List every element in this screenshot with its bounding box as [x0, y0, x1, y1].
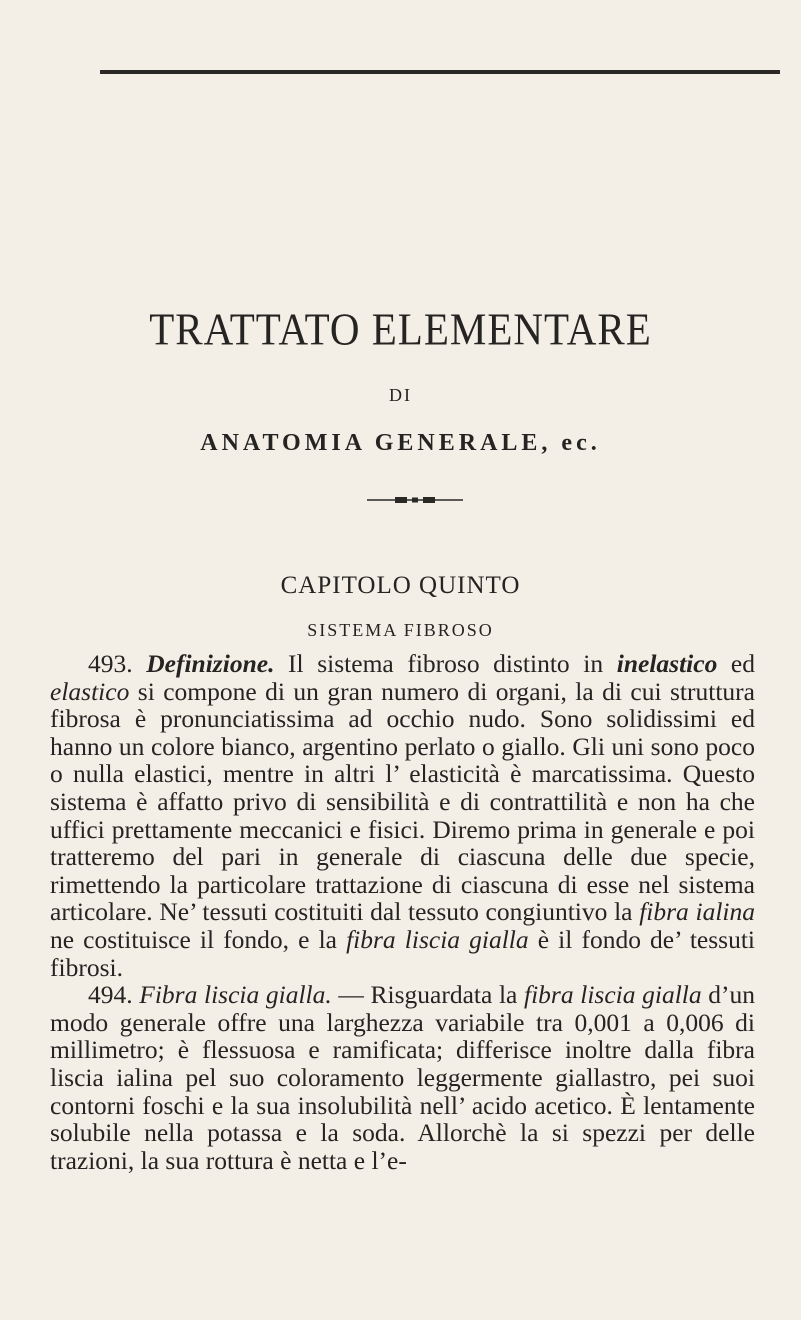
paragraph-number: 493.	[88, 649, 133, 678]
paragraph-text: ne costituisce il fondo, e la	[50, 924, 347, 954]
paragraph-heading: Definizione.	[146, 649, 275, 678]
section-title: SISTEMA FIBROSO	[307, 620, 494, 640]
paragraph-493	[50, 650, 755, 981]
emphasis-term: inelastico	[616, 649, 718, 678]
emphasis-term: fibra liscia gialla	[524, 980, 702, 1010]
paragraph-text: è il fondo de’ tessuti fibrosi.	[50, 924, 755, 982]
book-title: TRATTATO ELEMENTARE	[149, 303, 652, 355]
emphasis-term: elastico	[50, 676, 130, 706]
body-text	[50, 650, 755, 1174]
chapter-title: CAPITOLO QUINTO	[280, 572, 521, 599]
book-subtitle: ANATOMIA GENERALE, ec.	[200, 430, 601, 456]
paragraph-text: d’un modo generale offre una larghezza variabile tra 0,001 a 0,006 di millimetro; è flessuosa e ramificata; differisce inoltre dalla fibra liscia ialina pel suo coloramento leggermente giallastro, pei suoi contorni foschi e la sua insolubilità nell’ acido acetico. È lentamente solubile nella potassa e la soda. Allorchè la si spezzi per delle trazioni, la sua rottura è netta e l’e-	[50, 980, 756, 1175]
paragraph-heading: Fibra liscia gialla.	[139, 980, 332, 1010]
title-connector: DI	[389, 385, 412, 405]
emphasis-term: fibra liscia gialla	[346, 924, 529, 954]
paragraph-494	[50, 981, 755, 1174]
paragraph-number: 494.	[88, 980, 133, 1010]
paragraph-text: si compone di un gran numero di organi, la di cui struttura fibrosa è pronunciatissima ad occhio nudo. Sono solidissimi ed hanno un colore bianco, argentino perlato o giallo. Gli uni sono poco o nulla elastici, mentre in altri l’ elasticità è marcatissima. Questo sistema è affatto privo di sensibilità e di contrattilità e non ha che uffici prettamente meccanici e fisici. Diremo prima in generale e poi tratteremo del pari in generale di ciascuna delle due specie, rimettendo la particolare trattazione di ciascuna di esse nel sistema articolare. Ne’ tessuti costituiti dal tessuto congiuntivo la	[50, 676, 755, 927]
top-rule	[100, 70, 780, 74]
paragraph-text: Il sistema fibroso distinto in	[274, 649, 617, 678]
paragraph-text: — Risguardata la	[331, 980, 524, 1010]
ornament-rule	[365, 494, 465, 506]
emphasis-term: fibra ialina	[639, 897, 755, 927]
paragraph-text: ed	[717, 649, 755, 678]
